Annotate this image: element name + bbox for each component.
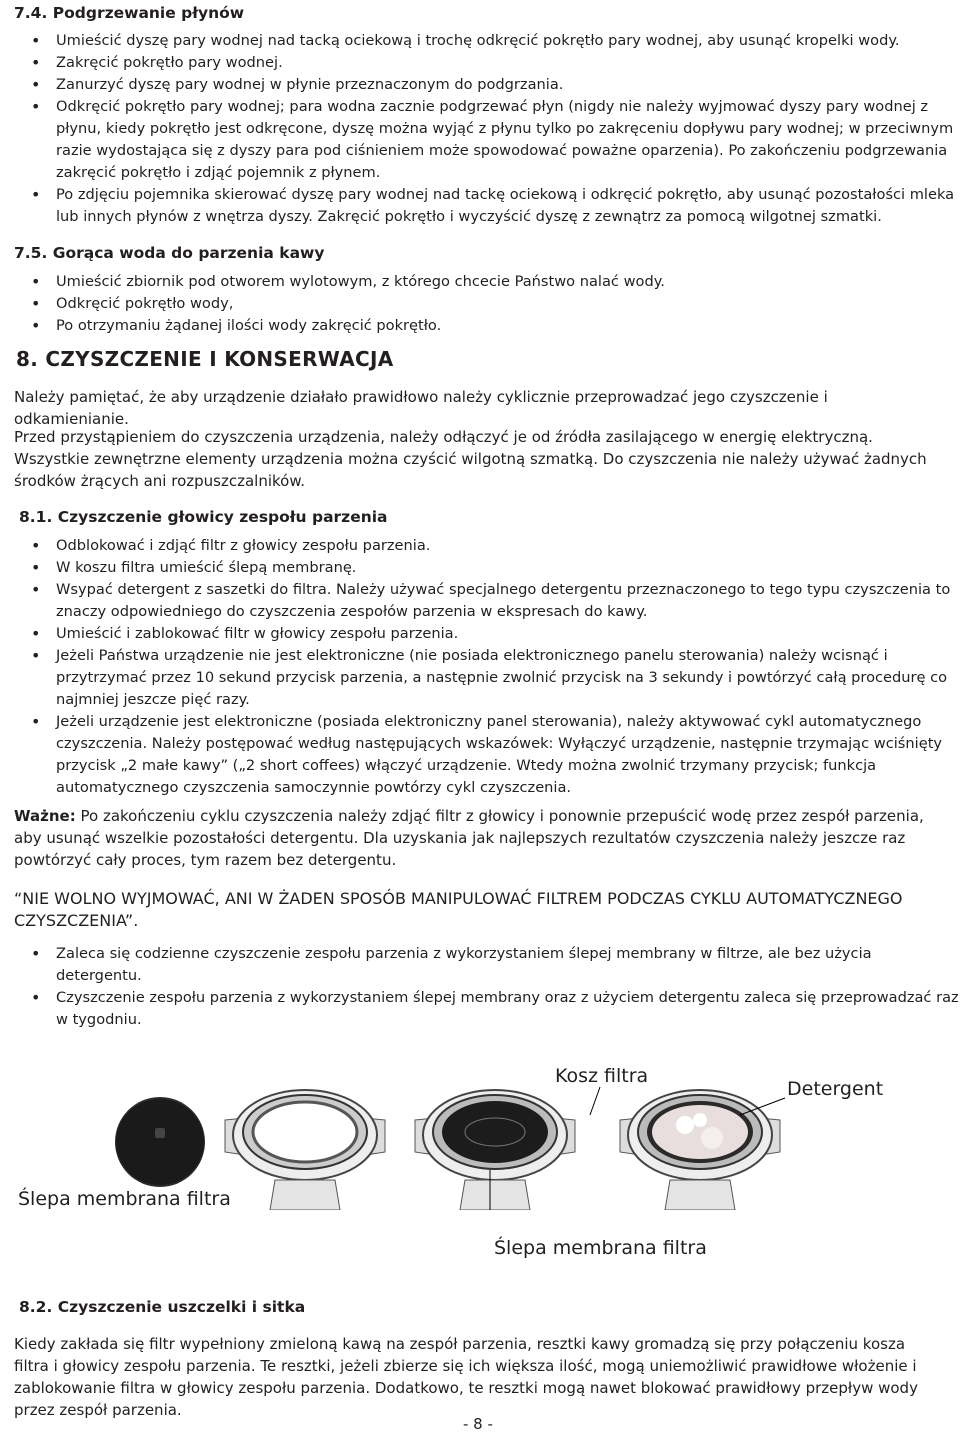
figure-label-membrane-bottom: Ślepa membrana filtra [494,1237,707,1259]
page-number: - 8 - [463,1415,493,1433]
section-7-5-list [56,271,960,337]
list-item: • Po zdjęciu pojemnika skierować dyszę pary wodnej nad tackę ociekową i odkręcić pokrętło, aby usunąć pozostałości mleka lub innych płynów z wnętrza dyszy. Zakręcić pokrętło i wyczyścić dyszę z zewnątrz za pomocą wilgotnej szmatki. [56,184,960,228]
blind-membrane-illustration [115,1097,205,1187]
list-item: • Umieścić zbiornik pod otworem wylotowym, z którego chcecie Państwo nalać wody. [56,271,960,293]
filter-holder-with-detergent-illustration [620,1090,780,1210]
section-7-5-heading: 7.5. Gorąca woda do parzenia kawy [14,244,325,262]
list-item: • Jeżeli Państwa urządzenie nie jest elektroniczne (nie posiada elektronicznego panelu sterowania) należy wcisnąć i przytrzymać przez 10 sekund przycisk parzenia, a następnie zwolnić przycisk na 3 sekundy i powtórzyć całą procedurę co najmniej jeszcze pięć razy. [56,645,960,711]
section-8-heading: 8. CZYSZCZENIE I KONSERWACJA [16,347,394,371]
section-8-2-heading: 8.2. Czyszczenie uszczelki i sitka [19,1298,306,1316]
section-8-paragraph-2: Przed przystąpieniem do czyszczenia urządzenia, należy odłączyć je od źródła zasilającego w energię elektryczną. Wszystkie zewnętrzne elementy urządzenia można czyścić wilgotną szmatką. Do czyszczenia nie należy używać żadnych środków żrących ani rozpuszczalników. [14,428,927,490]
section-7-4-heading: 7.4. Podgrzewanie płynów [14,4,245,22]
warning-text: “NIE WOLNO WYJMOWAĆ, ANI W ŻADEN SPOSÓB MANIPULOWAĆ FILTREM PODCZAS CYKLU AUTOMATYCZNEGO CZYSZCZENIA”. [14,889,903,930]
section-8-1-list [56,535,960,799]
list-item: • Po otrzymaniu żądanej ilości wody zakręcić pokrętło. [56,315,960,337]
list-item: • Umieścić dyszę pary wodnej nad tacką ociekową i trochę odkręcić pokrętło pary wodnej, aby usunąć kropelki wody. [56,30,960,52]
list-item: • Zanurzyć dyszę pary wodnej w płynie przeznaczonym do podgrzania. [56,74,960,96]
basket-leader-line [590,1087,600,1115]
important-text: Po zakończeniu cyklu czyszczenia należy zdjąć filtr z głowicy i ponownie przepuścić wodę przez zespół parzenia, aby usunąć wszelkie pozostałości detergentu. Dla uzyskania jak najlepszych rezultatów czyszczenia należy jeszcze raz powtórzyć cały proces, tym razem bez detergentu. [14,807,924,869]
list-item: • Odkręcić pokrętło pary wodnej; para wodna zacznie podgrzewać płyn (nigdy nie należy wyjmować dyszy pary wodnej z płynu, kiedy pokrętło jest odkręcone, dyszę można wyjąć z płynu tylko po zakręceniu dopływu pary wodnej; w przeciwnym razie wydostająca się z dyszy para pod ciśnieniem może spowodować poważne oparzenia). Po zakończeniu podgrzewania zakręcić pokrętło i zdjąć pojemnik z płynem. [56,96,960,184]
list-item: • Zaleca się codzienne czyszczenie zespołu parzenia z wykorzystaniem ślepej membrany w filtrze, ale bez użycia detergentu. [56,943,960,987]
list-item: • Odkręcić pokrętło wody, [56,293,960,315]
section-8-paragraph-1: Należy pamiętać, że aby urządzenie działało prawidłowo należy cyklicznie przeprowadzać jego czyszczenie i odkamienianie. [14,388,828,428]
filter-holder-illustration [225,1090,385,1210]
figure-label-membrane-left: Ślepa membrana filtra [18,1188,231,1210]
section-8-1-recommendations [56,943,960,1031]
list-item: • Odblokować i zdjąć filtr z głowicy zespołu parzenia. [56,535,960,557]
list-item: • Jeżeli urządzenie jest elektroniczne (posiada elektroniczny panel sterowania), należy aktywować cykl automatycznego czyszczenia. Należy postępować według następujących wskazówek: Wyłączyć urządzenie, następnie trzymając wciśnięty przycisk „2 małe kawy” („2 short coffees) włączyć urządzenie. Wtedy można zwolnić trzymany przycisk; funkcja automatycznego czyszczenia samoczynnie powtórzy cykl czyszczenia. [56,711,960,799]
list-item: • W koszu filtra umieścić ślepą membranę. [56,557,960,579]
figure-label-detergent: Detergent [787,1078,884,1100]
figure-label-basket: Kosz filtra [555,1065,649,1087]
section-7-4-list [56,30,960,228]
important-label: Ważne: [14,807,76,825]
list-item: • Umieścić i zablokować filtr w głowicy zespołu parzenia. [56,623,960,645]
list-item: • Zakręcić pokrętło pary wodnej. [56,52,960,74]
filter-holder-with-membrane-illustration [415,1090,575,1210]
important-note [14,805,944,871]
section-8-2-paragraph: Kiedy zakłada się filtr wypełniony zmieloną kawą na zespół parzenia, resztki kawy gromadzą się przy połączeniu kosza filtra i głowicy zespołu parzenia. Te resztki, jeżeli zbierze się ich większa ilość, mogą uniemożliwić prawidłowe włożenie i zablokowanie filtra w głowicy zespołu parzenia. Dodatkowo, te resztki mogą nawet blokować prawidłowy przepływ wody przez zespół parzenia. [14,1335,918,1419]
list-item: • Czyszczenie zespołu parzenia z wykorzystaniem ślepej membrany oraz z użyciem detergentu zaleca się przeprowadzać raz w tygodniu. [56,987,960,1031]
section-8-1-heading: 8.1. Czyszczenie głowicy zespołu parzenia [19,508,388,526]
list-item: • Wsypać detergent z saszetki do filtra. Należy używać specjalnego detergentu przeznaczonego to tego typu czyszczenia to znaczy odpowiedniego do czyszczenia zespołów parzenia w ekspresach do kawy. [56,579,960,623]
